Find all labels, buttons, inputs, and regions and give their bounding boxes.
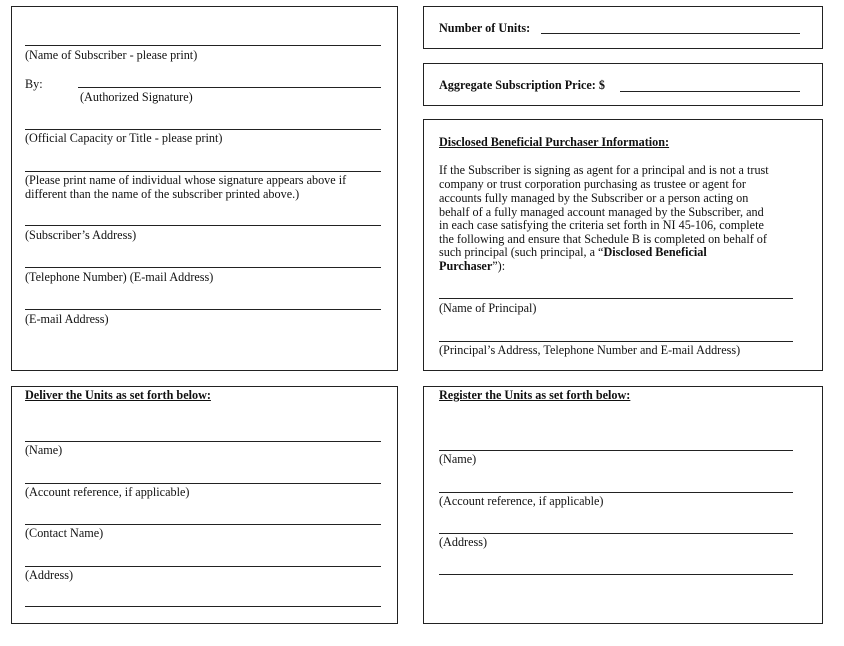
deliver-name-label: (Name) xyxy=(25,443,63,457)
register-name-label: (Name) xyxy=(439,452,477,466)
phone-line[interactable] xyxy=(25,267,381,268)
beneficial-para-line-8 xyxy=(439,259,505,273)
aggregate-price-label: Aggregate Subscription Price: $ xyxy=(439,78,605,92)
deliver-contact-line[interactable] xyxy=(25,524,381,525)
aggregate-price-line[interactable] xyxy=(620,91,800,92)
individual-label-2: different than the name of the subscriber printed above.) xyxy=(25,187,300,201)
subscriber-name-label: (Name of Subscriber - please print) xyxy=(25,48,198,62)
subscriber-name-line[interactable] xyxy=(25,45,381,46)
principal-address-label: (Principal’s Address, Telephone Number and E-mail Address) xyxy=(439,343,741,357)
deliver-address-line-2[interactable] xyxy=(25,606,381,607)
email-line[interactable] xyxy=(25,309,381,310)
phone-label: (Telephone Number) (E-mail Address) xyxy=(25,270,214,284)
para-suffix: ”): xyxy=(492,259,506,273)
title-line[interactable] xyxy=(25,129,381,130)
deliver-address-label: (Address) xyxy=(25,568,74,582)
beneficial-heading: Disclosed Beneficial Purchaser Information: xyxy=(439,135,670,149)
beneficial-para-line: company or trust corporation purchasing as trustee or agent for xyxy=(439,177,746,191)
number-of-units-label: Number of Units: xyxy=(439,21,531,35)
principal-name-line[interactable] xyxy=(439,298,793,299)
beneficial-para-line: in each case satisfying the criteria set forth in NI 45-106, complete xyxy=(439,218,764,232)
deliver-units-box xyxy=(11,386,398,624)
deliver-contact-label: (Contact Name) xyxy=(25,526,104,540)
beneficial-para-line: behalf of a fully managed account managed by the Subscriber, and xyxy=(439,205,764,219)
register-account-line[interactable] xyxy=(439,492,793,493)
beneficial-para-line: the following and ensure that Schedule B is completed on behalf of xyxy=(439,232,767,246)
subscriber-address-label: (Subscriber’s Address) xyxy=(25,228,137,242)
register-heading: Register the Units as set forth below: xyxy=(439,388,631,402)
register-address-line-2[interactable] xyxy=(439,574,793,575)
number-of-units-line[interactable] xyxy=(541,33,800,34)
individual-label-1: (Please print name of individual whose signature appears above if xyxy=(25,173,347,187)
register-account-label: (Account reference, if applicable) xyxy=(439,494,604,508)
para-bold-1: Disclosed Beneficial xyxy=(603,245,707,259)
para-bold-2: Purchaser xyxy=(439,259,493,273)
subscriber-address-line[interactable] xyxy=(25,225,381,226)
beneficial-para-line: If the Subscriber is signing as agent for a principal and is not a trust xyxy=(439,163,769,177)
deliver-account-line[interactable] xyxy=(25,483,381,484)
register-name-line[interactable] xyxy=(439,450,793,451)
by-label: By: xyxy=(25,77,43,91)
deliver-heading: Deliver the Units as set forth below: xyxy=(25,388,211,402)
signature-label: (Authorized Signature) xyxy=(80,90,193,104)
individual-name-line[interactable] xyxy=(25,171,381,172)
register-address-line[interactable] xyxy=(439,533,793,534)
beneficial-para-line-7 xyxy=(439,245,707,259)
principal-name-label: (Name of Principal) xyxy=(439,301,537,315)
deliver-address-line[interactable] xyxy=(25,566,381,567)
para-prefix: such principal (such principal, a “ xyxy=(439,245,604,259)
title-label: (Official Capacity or Title - please print) xyxy=(25,131,223,145)
deliver-account-label: (Account reference, if applicable) xyxy=(25,485,190,499)
register-address-label: (Address) xyxy=(439,535,488,549)
deliver-name-line[interactable] xyxy=(25,441,381,442)
beneficial-para-line: accounts fully managed by the Subscriber or a person acting on xyxy=(439,191,749,205)
signature-line[interactable] xyxy=(78,87,381,88)
principal-address-line[interactable] xyxy=(439,341,793,342)
email-label: (E-mail Address) xyxy=(25,312,109,326)
